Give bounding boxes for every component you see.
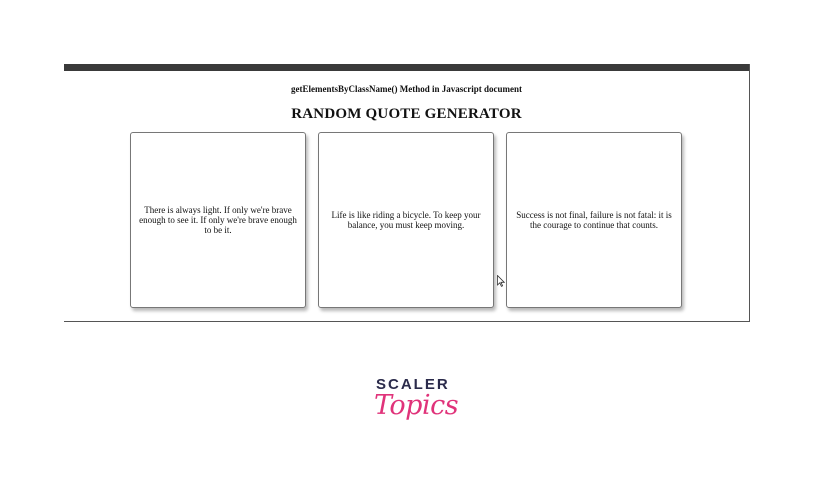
mouse-pointer-icon [497,275,505,287]
quote-text: There is always light. If only we're brave enough to see it. If only we're brave enough to be it. [139,205,297,235]
page-heading: getElementsByClassName() Method in Javascript document [291,84,522,94]
logo-scaler-text: SCALER [376,376,450,393]
scaler-topics-logo [370,376,459,436]
logo-topics-text: Topics [374,390,459,421]
quote-card [130,132,306,308]
browser-toolbar [64,64,749,71]
quote-text: Life is like riding a bicycle. To keep your balance, you must keep moving. [331,210,481,230]
browser-viewport [64,64,750,322]
page-title: RANDOM QUOTE GENERATOR [291,106,522,122]
quote-card [318,132,494,308]
quote-card [506,132,682,308]
quote-text: Success is not final, failure is not fatal: it is the courage to continue that counts. [516,210,672,230]
